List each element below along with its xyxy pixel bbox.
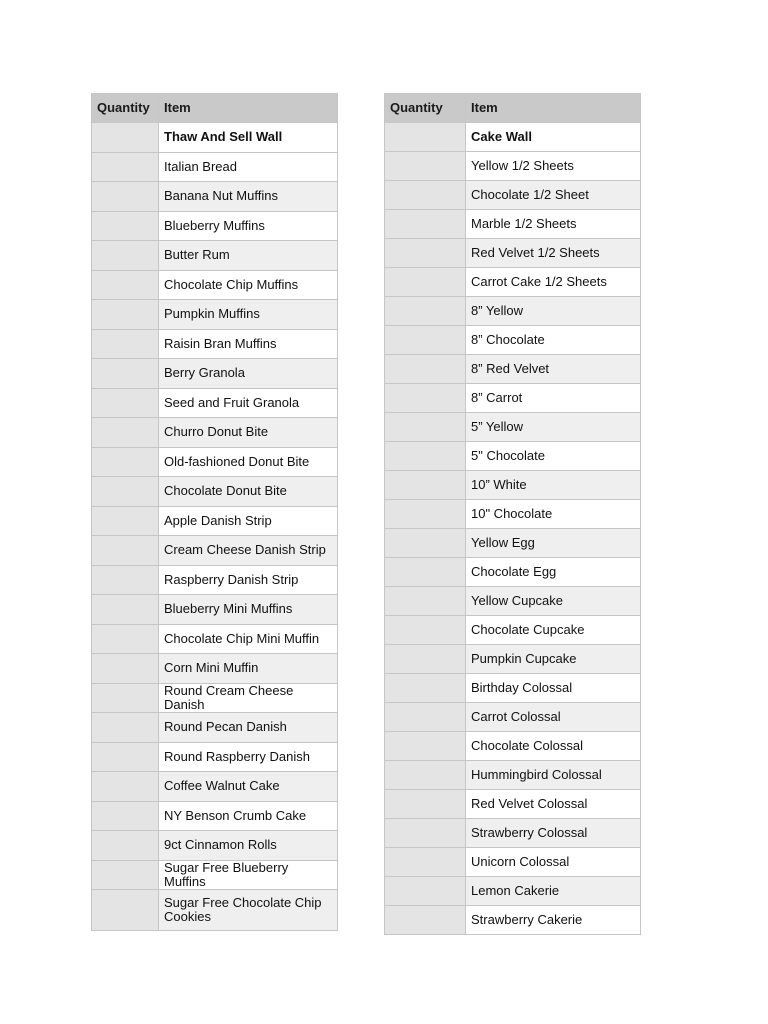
section-title: Cake Wall [466,123,641,152]
item-name-cell: Chocolate Cupcake [466,616,641,645]
quantity-cell[interactable] [92,359,159,389]
item-column-header: Item [466,94,641,123]
item-name-cell: Pumpkin Cupcake [466,645,641,674]
item-name-cell: Blueberry Mini Muffins [159,595,338,625]
quantity-cell[interactable] [385,616,466,645]
item-name-cell: Apple Danish Strip [159,506,338,536]
item-name-cell: Seed and Fruit Granola [159,388,338,418]
table-row [92,831,338,861]
table-row [385,442,641,471]
quantity-cell[interactable] [385,674,466,703]
item-name-cell: Italian Bread [159,152,338,182]
quantity-cell[interactable] [385,819,466,848]
table-row [385,326,641,355]
quantity-cell[interactable] [385,761,466,790]
item-name-cell: Yellow Cupcake [466,587,641,616]
quantity-cell[interactable] [92,624,159,654]
item-name-cell: Chocolate Colossal [466,732,641,761]
table-row [92,860,338,890]
item-name-cell: 5" Chocolate [466,442,641,471]
table-row [92,890,338,931]
quantity-cell[interactable] [385,906,466,935]
item-name-cell: 8” Yellow [466,297,641,326]
quantity-cell[interactable] [385,413,466,442]
quantity-cell[interactable] [92,477,159,507]
item-name-cell: Chocolate Chip Mini Muffin [159,624,338,654]
table-row [385,848,641,877]
quantity-cell[interactable] [92,772,159,802]
header-row [385,94,641,123]
item-name-cell: Old-fashioned Donut Bite [159,447,338,477]
item-name-cell: Corn Mini Muffin [159,654,338,684]
table-row [385,471,641,500]
table-row [385,529,641,558]
item-name-cell: Raisin Bran Muffins [159,329,338,359]
section-row [92,123,338,153]
table-row [92,447,338,477]
item-name-cell: Cream Cheese Danish Strip [159,536,338,566]
table-row [92,477,338,507]
table-row [385,587,641,616]
item-name-cell: Round Raspberry Danish [159,742,338,772]
quantity-cell[interactable] [385,732,466,761]
table-row [92,536,338,566]
quantity-cell[interactable] [385,442,466,471]
item-name-cell: Raspberry Danish Strip [159,565,338,595]
item-name-cell: Carrot Cake 1/2 Sheets [466,268,641,297]
item-name-cell: Red Velvet 1/2 Sheets [466,239,641,268]
quantity-cell[interactable] [385,326,466,355]
table-row [92,329,338,359]
table-row [92,506,338,536]
thaw-and-sell-order-table [91,93,338,931]
item-name-cell: Yellow Egg [466,529,641,558]
table-row [385,210,641,239]
item-name-cell: Banana Nut Muffins [159,182,338,212]
item-name-cell: Round Pecan Danish [159,713,338,743]
item-name-cell: 10" Chocolate [466,500,641,529]
table-row [92,359,338,389]
table-row [385,239,641,268]
item-column-header: Item [159,94,338,123]
table-row [92,742,338,772]
quantity-cell[interactable] [92,418,159,448]
table-row [385,297,641,326]
quantity-cell[interactable] [92,388,159,418]
quantity-cell[interactable] [385,152,466,181]
table-row [385,355,641,384]
table-row [92,241,338,271]
item-name-cell: Marble 1/2 Sheets [466,210,641,239]
item-name-cell: Carrot Colossal [466,703,641,732]
item-name-cell: Chocolate Donut Bite [159,477,338,507]
quantity-cell[interactable] [385,529,466,558]
table-row [385,500,641,529]
quantity-cell[interactable] [385,181,466,210]
quantity-cell[interactable] [92,595,159,625]
cake-wall-order-table [384,93,641,935]
table-row [92,683,338,713]
quantity-cell[interactable] [92,329,159,359]
item-name-cell: Sugar Free Chocolate Chip Cookies [159,890,338,931]
table-row [385,877,641,906]
table-row [385,906,641,935]
table-row [92,418,338,448]
quantity-cell[interactable] [92,742,159,772]
table-row [92,624,338,654]
quantity-cell[interactable] [92,447,159,477]
table-row [385,645,641,674]
table-row [385,384,641,413]
item-name-cell: Birthday Colossal [466,674,641,703]
quantity-cell[interactable] [92,536,159,566]
item-name-cell: Strawberry Colossal [466,819,641,848]
item-name-cell: Chocolate Egg [466,558,641,587]
quantity-cell[interactable] [92,683,159,713]
item-name-cell: 8” Red Velvet [466,355,641,384]
quantity-cell[interactable] [385,877,466,906]
table-row [385,558,641,587]
item-name-cell: Chocolate 1/2 Sheet [466,181,641,210]
item-name-cell: Sugar Free Blueberry Muffins [159,860,338,890]
header-row [92,94,338,123]
quantity-cell[interactable] [92,123,159,153]
table-row [92,300,338,330]
table-row [385,674,641,703]
quantity-cell[interactable] [92,801,159,831]
item-name-cell: Blueberry Muffins [159,211,338,241]
item-name-cell: Yellow 1/2 Sheets [466,152,641,181]
quantity-column-header: Quantity [92,94,159,123]
table-row [92,801,338,831]
item-name-cell: Butter Rum [159,241,338,271]
table-row [385,790,641,819]
table-row [385,732,641,761]
quantity-cell[interactable] [92,654,159,684]
item-name-cell: Coffee Walnut Cake [159,772,338,802]
table-row [385,181,641,210]
quantity-cell[interactable] [385,384,466,413]
table-row [385,703,641,732]
table-row [385,413,641,442]
item-name-cell: 10” White [466,471,641,500]
item-name-cell: Unicorn Colossal [466,848,641,877]
table-row [385,761,641,790]
item-name-cell: Churro Donut Bite [159,418,338,448]
item-name-cell: 9ct Cinnamon Rolls [159,831,338,861]
quantity-cell[interactable] [385,500,466,529]
item-name-cell: Round Cream Cheese Danish [159,683,338,713]
quantity-cell[interactable] [385,210,466,239]
table-row [92,211,338,241]
quantity-cell[interactable] [385,123,466,152]
table-row [92,565,338,595]
quantity-cell[interactable] [385,587,466,616]
quantity-column-header: Quantity [385,94,466,123]
table-row [92,152,338,182]
item-name-cell: Hummingbird Colossal [466,761,641,790]
quantity-cell[interactable] [92,300,159,330]
section-row [385,123,641,152]
item-name-cell: Chocolate Chip Muffins [159,270,338,300]
quantity-cell[interactable] [92,241,159,271]
item-name-cell: 5” Yellow [466,413,641,442]
quantity-cell[interactable] [385,355,466,384]
quantity-cell[interactable] [385,297,466,326]
quantity-cell[interactable] [92,565,159,595]
quantity-cell[interactable] [385,239,466,268]
table-row [92,270,338,300]
quantity-cell[interactable] [92,211,159,241]
table-row [385,819,641,848]
table-row [92,388,338,418]
quantity-cell[interactable] [385,645,466,674]
table-row [385,268,641,297]
quantity-cell[interactable] [92,506,159,536]
quantity-cell[interactable] [385,703,466,732]
table-row [92,713,338,743]
table-row [92,182,338,212]
quantity-cell[interactable] [92,270,159,300]
item-name-cell: Berry Granola [159,359,338,389]
item-name-cell: Pumpkin Muffins [159,300,338,330]
quantity-cell[interactable] [92,860,159,890]
quantity-cell[interactable] [92,831,159,861]
quantity-cell[interactable] [92,182,159,212]
quantity-cell[interactable] [385,848,466,877]
item-name-cell: Strawberry Cakerie [466,906,641,935]
quantity-cell[interactable] [92,713,159,743]
item-name-cell: 8” Chocolate [466,326,641,355]
table-row [92,772,338,802]
quantity-cell[interactable] [92,890,159,931]
table-row [385,152,641,181]
table-row [92,595,338,625]
item-name-cell: Lemon Cakerie [466,877,641,906]
item-name-cell: Red Velvet Colossal [466,790,641,819]
table-row [92,654,338,684]
quantity-cell[interactable] [385,558,466,587]
item-name-cell: 8” Carrot [466,384,641,413]
quantity-cell[interactable] [92,152,159,182]
quantity-cell[interactable] [385,790,466,819]
item-name-cell: NY Benson Crumb Cake [159,801,338,831]
quantity-cell[interactable] [385,268,466,297]
quantity-cell[interactable] [385,471,466,500]
section-title: Thaw And Sell Wall [159,123,338,153]
table-row [385,616,641,645]
